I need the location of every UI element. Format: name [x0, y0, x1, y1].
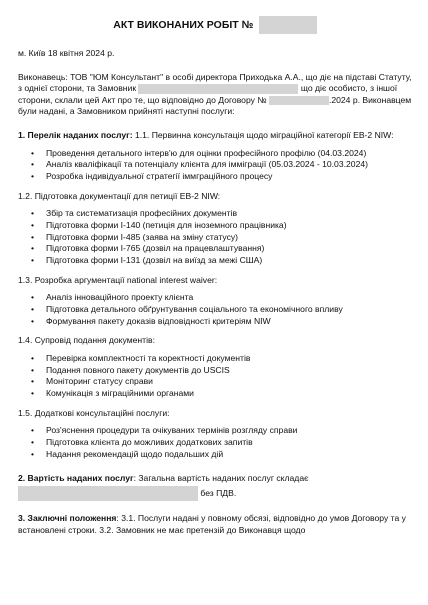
section-1-list — [18, 148, 412, 183]
list-item: • Підготовка форми I-131 (дозвіл на виїзд за межі США) — [46, 255, 412, 267]
list-item: • Аналіз інноваційного проекту клієнта — [46, 292, 412, 304]
section-2-heading: 2. Вартість наданих послуг — [18, 472, 134, 483]
title-row — [18, 16, 412, 36]
list-item: • Підготовка форми I-765 (дозвіл на працевлаштування) — [46, 243, 412, 255]
section-2 — [18, 473, 412, 485]
intro-text-2: що діє особисто, з іншої сторони, склали цей Акт про те, що відповідно до Договору № — [18, 83, 398, 105]
list-item: • Підготовка клієнта до можливих додаткових запитів — [46, 437, 412, 449]
list-item: • Розробка індивідуальної стратегії іммграційного процесу — [46, 171, 412, 183]
section-1-5-list — [18, 425, 412, 460]
section-1-3-list — [18, 292, 412, 327]
section-2-text: : Загальна вартість наданих послуг складає — [133, 472, 309, 483]
section-2-tail: без ПДВ. — [200, 487, 237, 498]
section-1-2-heading: 1.2. Підготовка документації для петиції EB-2 NIW: — [18, 190, 221, 201]
intro-text-1: Виконавець: ТОВ "ЮМ Консультант" в особі директора Приходька А.А., що діє на підставі Статуту, з однієї сторони, та Замовник — [18, 71, 412, 94]
section-3-text: : 3.1. Послуги надані у повному обсязі, відповідно до умов Договору та у встановлені строки. 3.2. Замовник не має претензій до Виконавця щодо — [18, 513, 406, 535]
section-3 — [18, 513, 412, 536]
section-1-2-list — [18, 208, 412, 267]
section-1-5-heading: 1.5. Додаткові консультаційні послуги: — [18, 407, 170, 418]
section-1-3-heading: 1.3. Розробка аргументації national interest waiver: — [18, 274, 218, 285]
redacted-contract-number — [269, 96, 329, 105]
document-title: АКТ ВИКОНАНИХ РОБІТ № — [113, 19, 254, 31]
section-1-4-list — [18, 353, 412, 400]
list-item: • Аналіз кваліфікації та потенціалу клієнта для імміграції (05.03.2024 - 10.03.2024) — [46, 159, 412, 171]
list-item: • Підготовка детального обґрунтування соціального та економічного впливу — [46, 304, 412, 316]
redacted-client-name — [138, 84, 298, 94]
section-2-amount-line — [18, 486, 412, 501]
date-line: м. Київ 18 квітня 2024 р. — [18, 48, 115, 58]
list-item: • Проведення детального інтерв'ю для оцінки професійного профілю (04.03.2024) — [46, 148, 412, 160]
intro-text-3: .2024 р. Виконавцем були надані, а Замовником прийняті наступні послуги: — [18, 94, 412, 117]
intro-paragraph — [18, 72, 412, 118]
list-item: • Роз'яснення процедури та очікуваних термінів розгляду справи — [46, 425, 412, 437]
list-item: • Подання повного пакету документів до USCIS — [46, 365, 412, 377]
section-1-text: 1.1. Первинна консультація щодо міграційної категорії EB-2 NIW: — [132, 129, 394, 140]
redacted-amount — [18, 486, 198, 501]
section-1-4-heading: 1.4. Супровід подання документів: — [18, 335, 155, 346]
section-1 — [18, 130, 412, 142]
section-3-heading: 3. Заключні положення — [18, 513, 117, 524]
list-item: • Моніторинг статусу справи — [46, 376, 412, 388]
list-item: • Надання рекомендацій щодо подальших дій — [46, 449, 412, 461]
redacted-act-number — [259, 16, 317, 34]
list-item: • Підготовка форми I-140 (петиція для іноземного працівника) — [46, 220, 412, 232]
section-1-heading: 1. Перелік наданих послуг: — [18, 129, 133, 140]
list-item: • Збір та систематизація професійних документів — [46, 208, 412, 220]
list-item: • Формування пакету доказів відповідності критеріям NIW — [46, 316, 412, 328]
list-item: • Комунікація з міграційними органами — [46, 388, 412, 400]
list-item: • Підготовка форми I-485 (заява на зміну статусу) — [46, 232, 412, 244]
list-item: • Перевірка комплектності та коректності документів — [46, 353, 412, 365]
